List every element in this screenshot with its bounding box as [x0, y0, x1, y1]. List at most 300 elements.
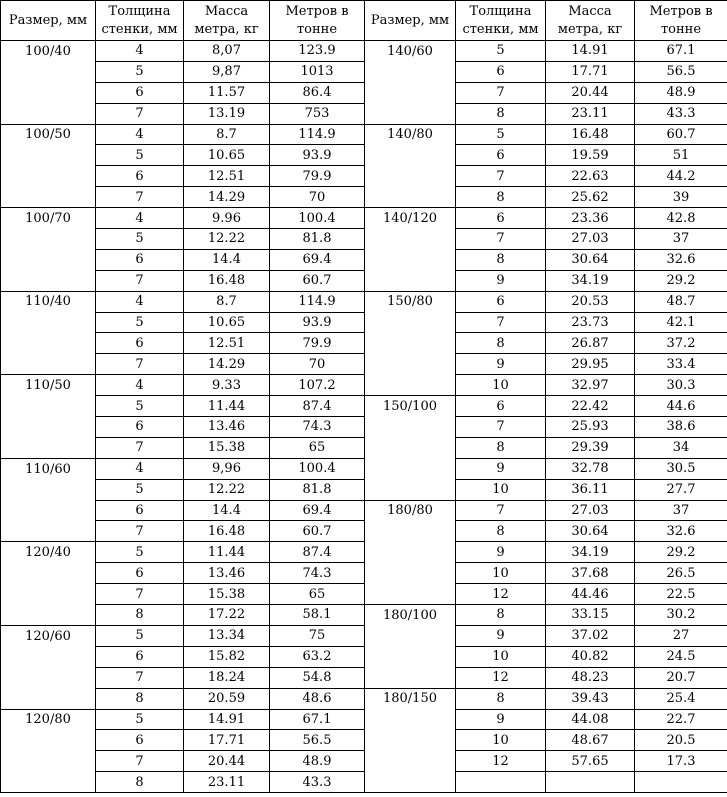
cell-mass-left: 13.46: [184, 563, 270, 584]
cell-mass-left: 13.46: [184, 417, 270, 438]
cell-wall-right: 10: [456, 730, 546, 751]
cell-size-right: 140/120: [365, 208, 456, 229]
cell-size-left: [1, 521, 96, 542]
cell-wall-left: 7: [96, 354, 184, 375]
table-row: [1, 584, 727, 605]
cell-mass-left: 10.65: [184, 312, 270, 333]
cell-size-left: [1, 417, 96, 438]
cell-wall-left: 6: [96, 82, 184, 103]
cell-wall-right: 7: [456, 312, 546, 333]
cell-size-left: [1, 584, 96, 605]
cell-mass-left: 14.29: [184, 187, 270, 208]
cell-meters-left: 60.7: [270, 270, 365, 291]
cell-meters-left: 107.2: [270, 375, 365, 396]
cell-mass-right: 25.93: [546, 417, 635, 438]
cell-meters-right: [635, 772, 727, 793]
cell-mass-right: 40.82: [546, 646, 635, 667]
cell-mass-left: 14.29: [184, 354, 270, 375]
cell-size-left: [1, 646, 96, 667]
cell-wall-right: 8: [456, 437, 546, 458]
cell-mass-left: 13.34: [184, 625, 270, 646]
cell-size-right: [365, 667, 456, 688]
cell-size-left: [1, 688, 96, 709]
cell-wall-right: 6: [456, 61, 546, 82]
cell-size-left: [1, 479, 96, 500]
table-row: [1, 312, 727, 333]
cell-wall-right: 8: [456, 249, 546, 270]
cell-size-right: [365, 437, 456, 458]
table-row: [1, 437, 727, 458]
cell-wall-right: 10: [456, 646, 546, 667]
table-row: [1, 688, 727, 709]
cell-wall-right: 12: [456, 667, 546, 688]
cell-size-right: [365, 730, 456, 751]
cell-size-left: [1, 187, 96, 208]
header-mass-right: Масса метра, кг: [546, 1, 635, 41]
header-mass-left: Масса метра, кг: [184, 1, 270, 41]
cell-size-left: [1, 61, 96, 82]
table-row: [1, 751, 727, 772]
cell-wall-right: 9: [456, 270, 546, 291]
cell-meters-left: 69.4: [270, 500, 365, 521]
cell-meters-left: 1013: [270, 61, 365, 82]
cell-mass-right: 37.02: [546, 625, 635, 646]
table-row: [1, 396, 727, 417]
cell-mass-right: 30.64: [546, 249, 635, 270]
cell-wall-left: 4: [96, 41, 184, 62]
cell-wall-right: [456, 772, 546, 793]
cell-mass-right: 48.67: [546, 730, 635, 751]
cell-mass-left: 13.19: [184, 103, 270, 124]
cell-meters-left: 65: [270, 584, 365, 605]
table-row: [1, 417, 727, 438]
cell-meters-left: 63.2: [270, 646, 365, 667]
cell-mass-right: 33.15: [546, 605, 635, 626]
cell-wall-right: 6: [456, 396, 546, 417]
cell-mass-left: 12.51: [184, 166, 270, 187]
cell-meters-right: 37: [635, 229, 727, 250]
cell-meters-left: 114.9: [270, 124, 365, 145]
cell-size-left: [1, 103, 96, 124]
cell-size-right: [365, 479, 456, 500]
cell-mass-left: 17.71: [184, 730, 270, 751]
cell-mass-right: 29.39: [546, 437, 635, 458]
table-row: [1, 270, 727, 291]
cell-mass-right: [546, 772, 635, 793]
table-row: [1, 375, 727, 396]
cell-mass-left: 17.22: [184, 605, 270, 626]
cell-size-left: 110/40: [1, 291, 96, 312]
cell-meters-right: 48.7: [635, 291, 727, 312]
cell-wall-left: 4: [96, 124, 184, 145]
header-row: [1, 1, 727, 41]
cell-meters-right: 24.5: [635, 646, 727, 667]
cell-meters-right: 27: [635, 625, 727, 646]
cell-size-left: [1, 772, 96, 793]
cell-mass-left: 23.11: [184, 772, 270, 793]
cell-meters-right: 42.8: [635, 208, 727, 229]
cell-size-right: [365, 542, 456, 563]
cell-wall-left: 8: [96, 605, 184, 626]
cell-wall-left: 7: [96, 667, 184, 688]
cell-size-left: [1, 730, 96, 751]
cell-mass-left: 9,96: [184, 458, 270, 479]
cell-wall-right: 5: [456, 41, 546, 62]
cell-wall-left: 7: [96, 751, 184, 772]
cell-meters-left: 56.5: [270, 730, 365, 751]
table-row: [1, 772, 727, 793]
cell-mass-left: 16.48: [184, 270, 270, 291]
cell-wall-left: 7: [96, 521, 184, 542]
cell-meters-left: 93.9: [270, 312, 365, 333]
cell-wall-left: 6: [96, 417, 184, 438]
cell-mass-right: 22.63: [546, 166, 635, 187]
cell-meters-right: 37: [635, 500, 727, 521]
cell-wall-left: 4: [96, 375, 184, 396]
header-size-right: Размер, мм: [365, 1, 456, 41]
cell-meters-left: 79.9: [270, 166, 365, 187]
cell-wall-right: 7: [456, 166, 546, 187]
table-row: [1, 291, 727, 312]
cell-wall-left: 6: [96, 166, 184, 187]
table-row: [1, 563, 727, 584]
cell-meters-right: 26.5: [635, 563, 727, 584]
cell-size-right: [365, 458, 456, 479]
cell-size-right: 180/150: [365, 688, 456, 709]
cell-size-right: [365, 709, 456, 730]
table-row: [1, 500, 727, 521]
cell-mass-left: 11.44: [184, 542, 270, 563]
cell-mass-left: 8.7: [184, 291, 270, 312]
cell-size-right: [365, 103, 456, 124]
header-wall-left: Толщина стенки, мм: [96, 1, 184, 41]
cell-wall-left: 4: [96, 291, 184, 312]
cell-size-left: [1, 605, 96, 626]
cell-size-left: 120/40: [1, 542, 96, 563]
table-row: [1, 458, 727, 479]
cell-size-left: [1, 500, 96, 521]
table-row: [1, 166, 727, 187]
cell-mass-left: 16.48: [184, 521, 270, 542]
cell-mass-right: 23.11: [546, 103, 635, 124]
cell-meters-left: 79.9: [270, 333, 365, 354]
cell-size-left: 110/50: [1, 375, 96, 396]
cell-size-right: [365, 563, 456, 584]
cell-size-right: [365, 187, 456, 208]
cell-meters-left: 81.8: [270, 479, 365, 500]
cell-meters-right: 44.6: [635, 396, 727, 417]
cell-meters-left: 93.9: [270, 145, 365, 166]
cell-wall-right: 7: [456, 500, 546, 521]
cell-wall-left: 6: [96, 563, 184, 584]
table-row: [1, 605, 727, 626]
cell-mass-right: 22.42: [546, 396, 635, 417]
header-meters-right: Метров в тонне: [635, 1, 727, 41]
cell-size-right: [365, 145, 456, 166]
cell-mass-right: 44.46: [546, 584, 635, 605]
cell-size-right: [365, 61, 456, 82]
table-row: [1, 542, 727, 563]
cell-wall-right: 5: [456, 124, 546, 145]
cell-size-left: [1, 249, 96, 270]
cell-wall-left: 5: [96, 479, 184, 500]
cell-wall-right: 8: [456, 187, 546, 208]
cell-meters-right: 30.5: [635, 458, 727, 479]
cell-wall-right: 10: [456, 563, 546, 584]
cell-meters-right: 34: [635, 437, 727, 458]
cell-mass-left: 20.44: [184, 751, 270, 772]
cell-wall-left: 5: [96, 542, 184, 563]
cell-wall-left: 6: [96, 646, 184, 667]
cell-size-left: [1, 354, 96, 375]
cell-size-right: [365, 751, 456, 772]
cell-meters-right: 48.9: [635, 82, 727, 103]
cell-mass-left: 9,87: [184, 61, 270, 82]
cell-mass-right: 19.59: [546, 145, 635, 166]
cell-wall-left: 5: [96, 396, 184, 417]
cell-meters-right: 37.2: [635, 333, 727, 354]
cell-wall-left: 5: [96, 145, 184, 166]
table-row: [1, 479, 727, 500]
cell-wall-left: 8: [96, 688, 184, 709]
cell-mass-left: 18.24: [184, 667, 270, 688]
cell-mass-right: 23.73: [546, 312, 635, 333]
cell-wall-left: 7: [96, 437, 184, 458]
table-row: [1, 145, 727, 166]
cell-mass-right: 27.03: [546, 500, 635, 521]
cell-meters-right: 44.2: [635, 166, 727, 187]
cell-size-right: [365, 625, 456, 646]
table-row: [1, 667, 727, 688]
cell-size-right: [365, 312, 456, 333]
cell-mass-right: 16.48: [546, 124, 635, 145]
cell-mass-right: 34.19: [546, 270, 635, 291]
cell-size-left: [1, 563, 96, 584]
table-row: [1, 625, 727, 646]
cell-wall-right: 12: [456, 751, 546, 772]
cell-meters-left: 58.1: [270, 605, 365, 626]
table-row: [1, 333, 727, 354]
cell-wall-right: 8: [456, 521, 546, 542]
cell-wall-right: 9: [456, 542, 546, 563]
table-row: [1, 82, 727, 103]
cell-size-right: [365, 772, 456, 793]
cell-wall-right: 9: [456, 354, 546, 375]
cell-meters-right: 67.1: [635, 41, 727, 62]
table-row: [1, 646, 727, 667]
cell-mass-right: 48.23: [546, 667, 635, 688]
cell-mass-right: 27.03: [546, 229, 635, 250]
cell-meters-right: 56.5: [635, 61, 727, 82]
cell-meters-right: 22.5: [635, 584, 727, 605]
cell-size-left: 120/60: [1, 625, 96, 646]
table-row: [1, 354, 727, 375]
table-row: [1, 249, 727, 270]
cell-mass-left: 8.7: [184, 124, 270, 145]
cell-meters-right: 17.3: [635, 751, 727, 772]
cell-meters-left: 123.9: [270, 41, 365, 62]
cell-mass-right: 36.11: [546, 479, 635, 500]
table-row: [1, 41, 727, 62]
table-row: [1, 709, 727, 730]
cell-wall-left: 6: [96, 249, 184, 270]
cell-meters-right: 32.6: [635, 521, 727, 542]
cell-meters-left: 100.4: [270, 208, 365, 229]
cell-meters-right: 27.7: [635, 479, 727, 500]
cell-wall-right: 7: [456, 82, 546, 103]
cell-meters-left: 65: [270, 437, 365, 458]
cell-mass-right: 32.97: [546, 375, 635, 396]
cell-mass-left: 20.59: [184, 688, 270, 709]
cell-mass-right: 29.95: [546, 354, 635, 375]
cell-size-left: 120/80: [1, 709, 96, 730]
cell-mass-left: 9.33: [184, 375, 270, 396]
cell-meters-left: 74.3: [270, 563, 365, 584]
cell-mass-left: 14.4: [184, 249, 270, 270]
cell-mass-left: 11.57: [184, 82, 270, 103]
cell-wall-right: 10: [456, 479, 546, 500]
cell-wall-left: 5: [96, 709, 184, 730]
cell-meters-right: 51: [635, 145, 727, 166]
cell-meters-right: 22.7: [635, 709, 727, 730]
cell-size-left: [1, 751, 96, 772]
cell-size-right: [365, 584, 456, 605]
cell-meters-left: 86.4: [270, 82, 365, 103]
cell-size-right: 140/80: [365, 124, 456, 145]
cell-wall-right: 6: [456, 291, 546, 312]
cell-mass-right: 25.62: [546, 187, 635, 208]
cell-size-right: [365, 375, 456, 396]
cell-wall-right: 9: [456, 709, 546, 730]
cell-size-right: 140/60: [365, 41, 456, 62]
cell-meters-left: 100.4: [270, 458, 365, 479]
cell-meters-left: 54.8: [270, 667, 365, 688]
cell-meters-left: 60.7: [270, 521, 365, 542]
cell-meters-right: 39: [635, 187, 727, 208]
cell-meters-left: 75: [270, 625, 365, 646]
table-row: [1, 103, 727, 124]
cell-mass-right: 20.53: [546, 291, 635, 312]
cell-mass-right: 39.43: [546, 688, 635, 709]
cell-mass-right: 26.87: [546, 333, 635, 354]
cell-size-right: [365, 229, 456, 250]
cell-size-left: [1, 396, 96, 417]
cell-wall-left: 6: [96, 333, 184, 354]
cell-meters-right: 30.3: [635, 375, 727, 396]
cell-size-left: [1, 437, 96, 458]
cell-meters-right: 43.3: [635, 103, 727, 124]
cell-size-left: 100/40: [1, 41, 96, 62]
cell-size-right: 150/80: [365, 291, 456, 312]
cell-meters-right: 20.7: [635, 667, 727, 688]
cell-size-right: [365, 166, 456, 187]
cell-meters-right: 25.4: [635, 688, 727, 709]
cell-size-right: [365, 417, 456, 438]
cell-wall-right: 8: [456, 605, 546, 626]
cell-size-left: 110/60: [1, 458, 96, 479]
cell-meters-left: 48.6: [270, 688, 365, 709]
cell-mass-right: 44.08: [546, 709, 635, 730]
cell-wall-left: 8: [96, 772, 184, 793]
cell-size-left: [1, 229, 96, 250]
cell-meters-right: 38.6: [635, 417, 727, 438]
cell-size-left: [1, 82, 96, 103]
cell-meters-left: 87.4: [270, 542, 365, 563]
cell-mass-left: 14.4: [184, 500, 270, 521]
table-row: [1, 124, 727, 145]
cell-meters-right: 33.4: [635, 354, 727, 375]
cell-size-right: [365, 646, 456, 667]
cell-meters-right: 42.1: [635, 312, 727, 333]
cell-wall-right: 8: [456, 688, 546, 709]
cell-mass-right: 30.64: [546, 521, 635, 542]
cell-size-left: [1, 333, 96, 354]
table-header: [1, 1, 727, 41]
cell-wall-left: 7: [96, 270, 184, 291]
cell-meters-left: 67.1: [270, 709, 365, 730]
cell-meters-left: 74.3: [270, 417, 365, 438]
cell-size-left: [1, 312, 96, 333]
cell-mass-left: 8,07: [184, 41, 270, 62]
cell-meters-right: 29.2: [635, 542, 727, 563]
table-row: [1, 730, 727, 751]
table-row: [1, 208, 727, 229]
header-wall-right: Толщина стенки, мм: [456, 1, 546, 41]
cell-meters-right: 60.7: [635, 124, 727, 145]
cell-wall-left: 4: [96, 208, 184, 229]
cell-size-right: [365, 82, 456, 103]
cell-wall-right: 9: [456, 458, 546, 479]
cell-size-right: [365, 333, 456, 354]
cell-meters-right: 20.5: [635, 730, 727, 751]
cell-mass-left: 15.38: [184, 584, 270, 605]
cell-mass-right: 32.78: [546, 458, 635, 479]
cell-size-left: [1, 145, 96, 166]
cell-wall-left: 5: [96, 625, 184, 646]
cell-size-right: [365, 521, 456, 542]
cell-mass-right: 14.91: [546, 41, 635, 62]
cell-size-left: 100/70: [1, 208, 96, 229]
cell-wall-left: 5: [96, 312, 184, 333]
cell-mass-right: 34.19: [546, 542, 635, 563]
cell-wall-left: 5: [96, 61, 184, 82]
cell-wall-left: 7: [96, 584, 184, 605]
cell-meters-left: 87.4: [270, 396, 365, 417]
cell-mass-right: 23.36: [546, 208, 635, 229]
cell-meters-left: 70: [270, 354, 365, 375]
cell-wall-right: 6: [456, 145, 546, 166]
cell-mass-right: 57.65: [546, 751, 635, 772]
cell-wall-left: 7: [96, 103, 184, 124]
cell-mass-left: 9.96: [184, 208, 270, 229]
cell-size-right: [365, 354, 456, 375]
cell-meters-right: 32.6: [635, 249, 727, 270]
cell-wall-right: 7: [456, 417, 546, 438]
cell-size-left: 100/50: [1, 124, 96, 145]
cell-meters-left: 81.8: [270, 229, 365, 250]
cell-meters-right: 30.2: [635, 605, 727, 626]
cell-wall-left: 4: [96, 458, 184, 479]
cell-mass-right: 37.68: [546, 563, 635, 584]
header-size-left: Размер, мм: [1, 1, 96, 41]
cell-meters-left: 43.3: [270, 772, 365, 793]
cell-size-left: [1, 667, 96, 688]
cell-size-right: [365, 249, 456, 270]
cell-meters-left: 69.4: [270, 249, 365, 270]
cell-wall-right: 12: [456, 584, 546, 605]
cell-wall-left: 6: [96, 730, 184, 751]
cell-wall-right: 8: [456, 103, 546, 124]
